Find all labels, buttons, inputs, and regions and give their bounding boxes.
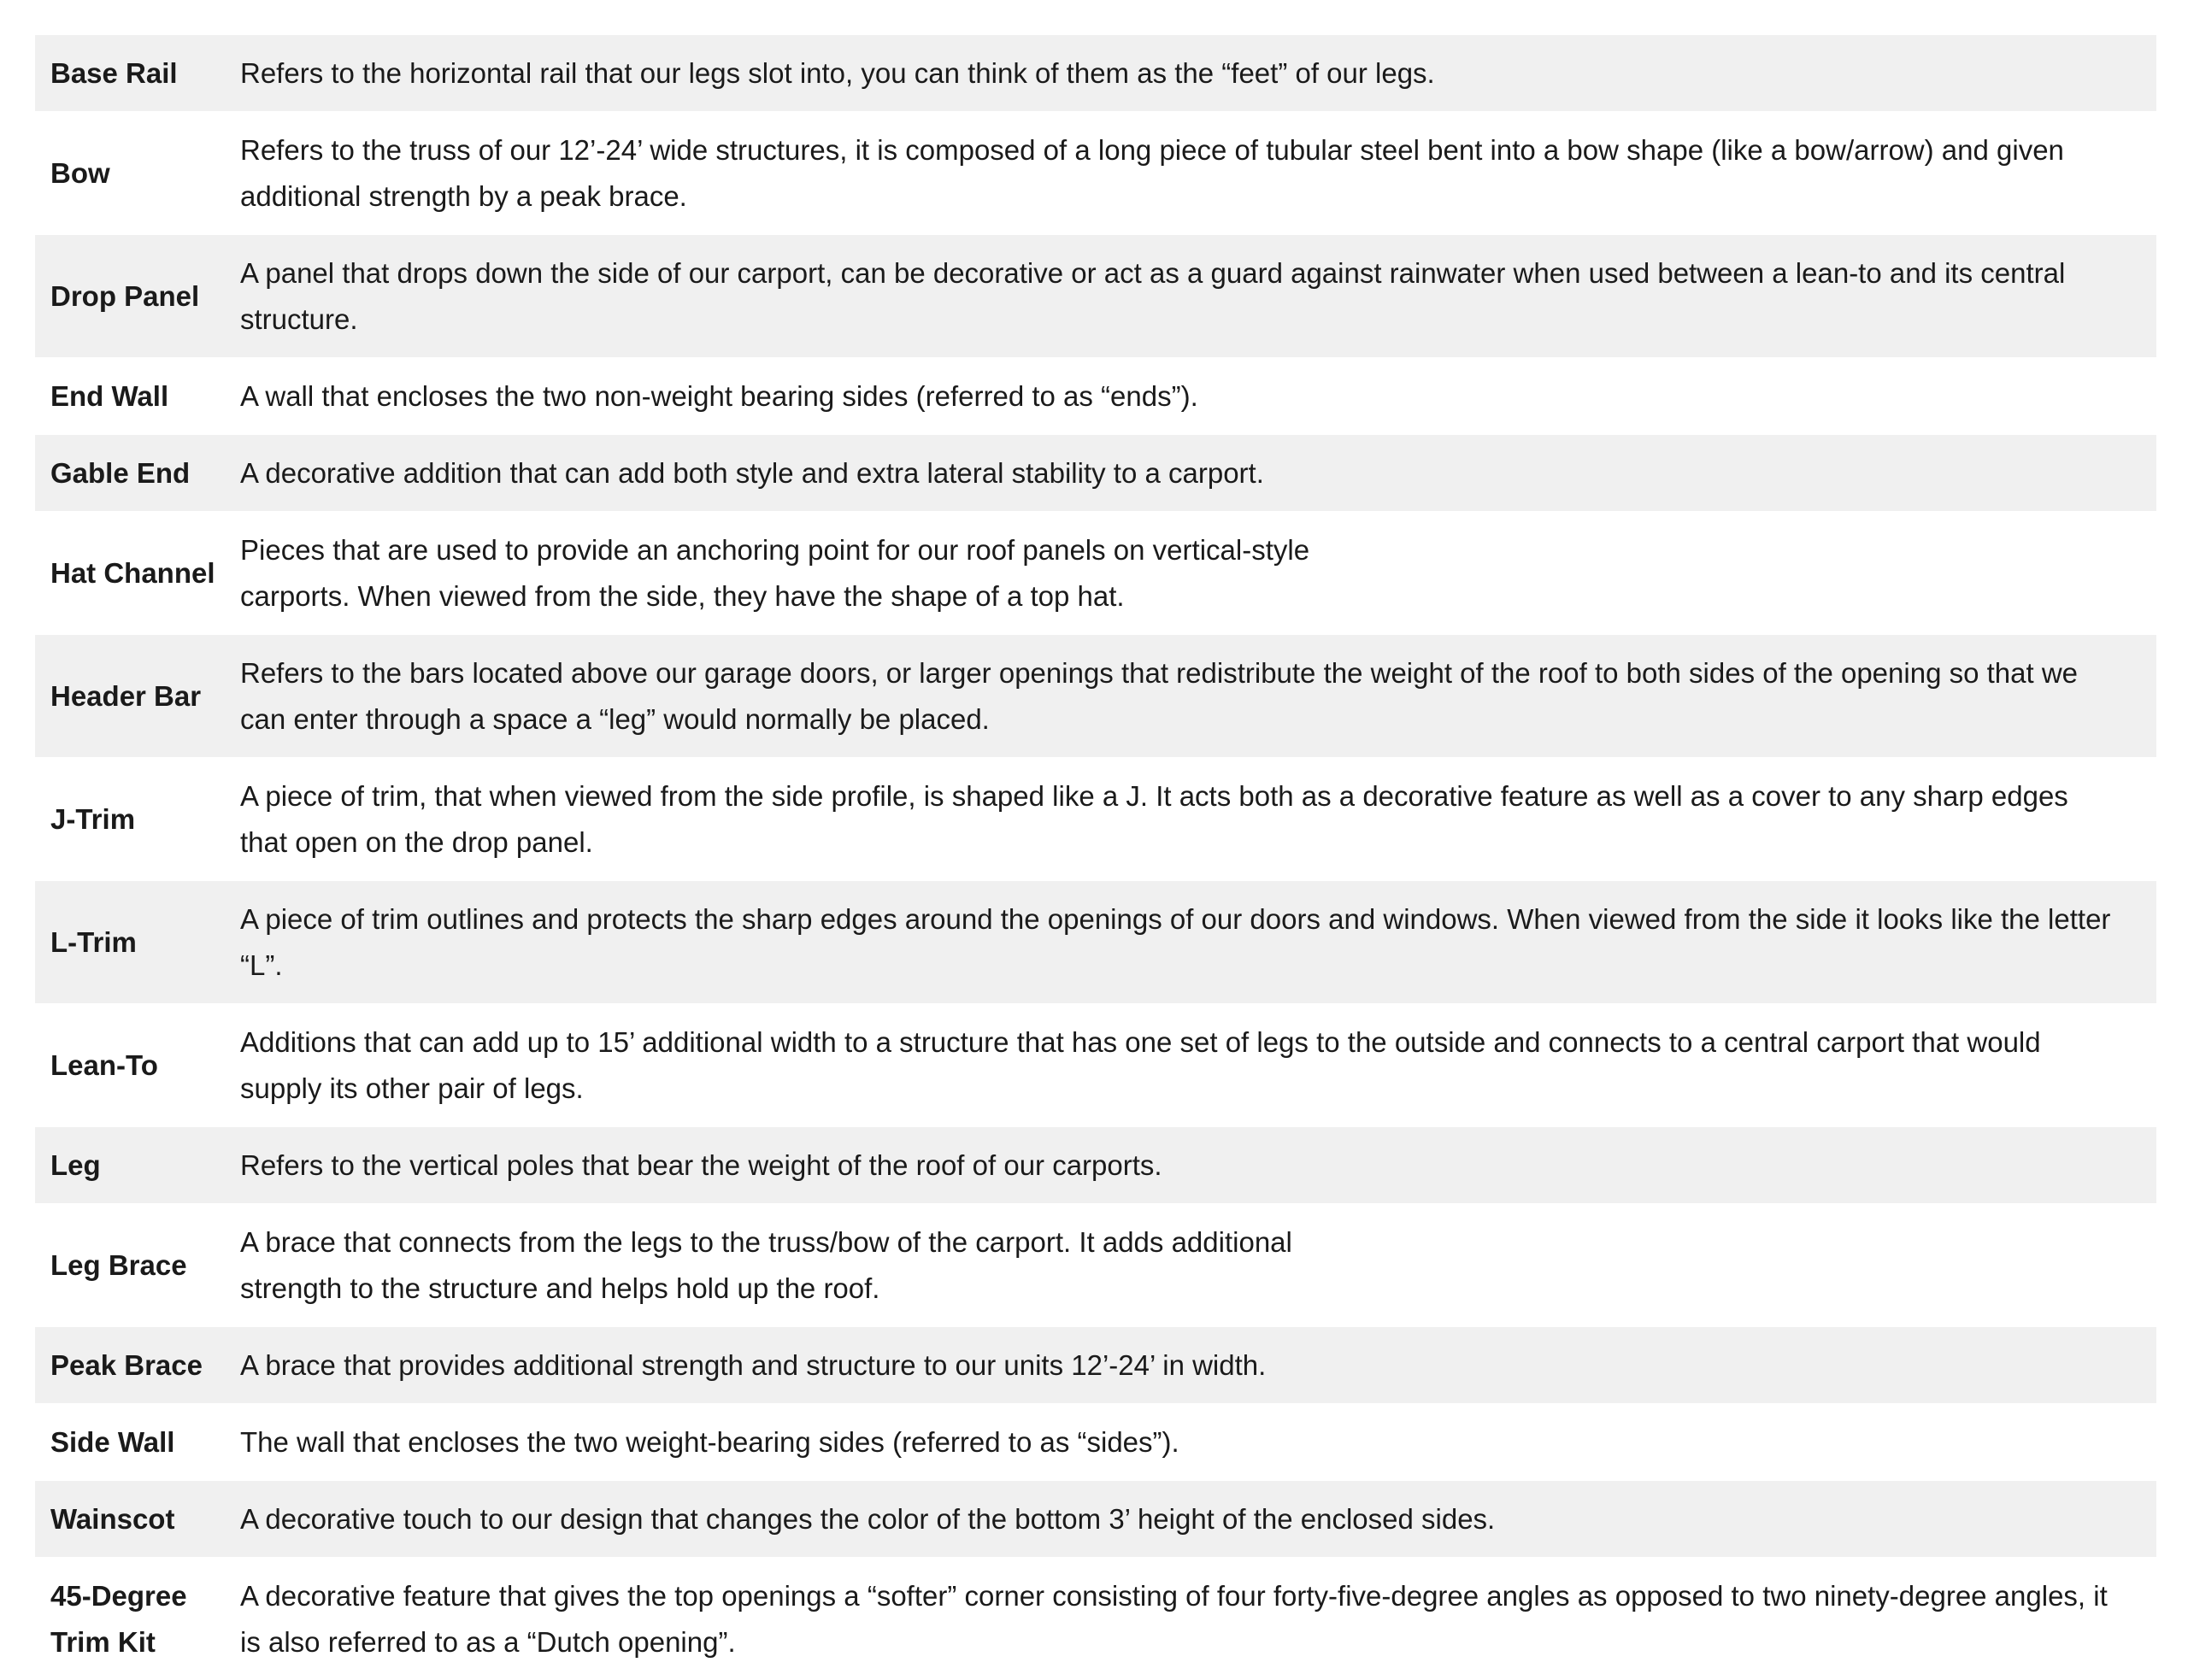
- definition-cell: [240, 1419, 2156, 1466]
- term-cell: Base Rail: [50, 56, 178, 89]
- definition-line: Refers to the horizontal rail that our legs slot into, you can think of them as the “feet” of our legs.: [240, 56, 1435, 89]
- table-row: [35, 511, 2156, 634]
- table-row: [35, 1403, 2156, 1480]
- table-row: [35, 1126, 2156, 1203]
- term-cell: Hat Channel: [50, 556, 215, 589]
- table-row: [35, 1480, 2156, 1557]
- table-row: [35, 1557, 2156, 1680]
- definition-cell: [240, 1019, 2156, 1112]
- definition-line: Pieces that are used to provide an anchoring point for our roof panels on vertical-style: [240, 533, 1310, 566]
- definition-cell: [240, 1219, 2156, 1312]
- term-cell: Lean-To: [50, 1049, 158, 1081]
- table-row: [35, 1003, 2156, 1126]
- table-row: [35, 1203, 2156, 1326]
- term-cell: Bow: [50, 156, 110, 189]
- definition-line: A decorative touch to our design that changes the color of the bottom 3’ height of the enclosed sides.: [240, 1502, 1496, 1535]
- definition-line: Additions that can add up to 15’ additional width to a structure that has one set of legs to the outside and connects to a central carport that would: [240, 1025, 2041, 1058]
- definition-cell: [240, 373, 2156, 420]
- term-cell: Peak Brace: [50, 1348, 203, 1381]
- definition-line: A brace that provides additional strength and structure to our units 12’-24’ in width.: [240, 1348, 1267, 1381]
- definition-line: A wall that encloses the two non-weight bearing sides (referred to as “ends”).: [240, 379, 1198, 412]
- definition-line: supply its other pair of legs.: [240, 1072, 584, 1104]
- definition-cell: [240, 1342, 2156, 1389]
- definition-line: additional strength by a peak brace.: [240, 179, 687, 212]
- table-row: [35, 34, 2156, 111]
- definition-line: Refers to the vertical poles that bear the weight of the roof of our carports.: [240, 1148, 1162, 1181]
- table-row: [35, 634, 2156, 757]
- definition-line: can enter through a space a “leg” would normally be placed.: [240, 702, 990, 735]
- definition-cell: [240, 527, 2156, 620]
- definition-cell: [240, 896, 2156, 989]
- definition-line: A decorative addition that can add both style and extra lateral stability to a carport.: [240, 456, 1264, 489]
- table-row: [35, 434, 2156, 511]
- definition-line: Refers to the truss of our 12’-24’ wide structures, it is composed of a long piece of tubular steel bent into a bow shape (like a bow/arrow) and given: [240, 133, 2064, 166]
- table-row: [35, 357, 2156, 434]
- term-cell: End Wall: [50, 379, 169, 412]
- table-row: [35, 880, 2156, 1003]
- definition-cell: [240, 650, 2156, 743]
- term-cell: Wainscot: [50, 1502, 175, 1535]
- definition-line: A panel that drops down the side of our carport, can be decorative or act as a guard against rainwater when used between a lean-to and its central: [240, 256, 2066, 289]
- definition-cell: [240, 1143, 2156, 1189]
- definition-line: The wall that encloses the two weight-bearing sides (referred to as “sides”).: [240, 1425, 1179, 1458]
- term-cell: 45-Degree Trim Kit: [50, 1579, 187, 1658]
- term-cell: Header Bar: [50, 679, 202, 712]
- definition-cell: [240, 127, 2156, 220]
- definition-line: carports. When viewed from the side, they have the shape of a top hat.: [240, 579, 1125, 612]
- definition-cell: [240, 450, 2156, 496]
- term-cell: Gable End: [50, 456, 191, 489]
- definition-cell: [240, 1573, 2156, 1665]
- definition-line: strength to the structure and helps hold up the roof.: [240, 1272, 880, 1304]
- term-cell: L-Trim: [50, 925, 137, 958]
- definition-cell: [240, 773, 2156, 866]
- term-cell: J-Trim: [50, 802, 136, 835]
- definition-line: structure.: [240, 303, 358, 335]
- term-cell: Side Wall: [50, 1425, 175, 1458]
- definition-line: “L”.: [240, 949, 283, 981]
- glossary-table: [35, 34, 2156, 1680]
- table-row: [35, 111, 2156, 234]
- term-cell: Drop Panel: [50, 279, 200, 312]
- definition-line: A brace that connects from the legs to the truss/bow of the carport. It adds additional: [240, 1225, 1292, 1258]
- definition-line: is also referred to as a “Dutch opening”.: [240, 1625, 736, 1658]
- term-cell: Leg Brace: [50, 1248, 187, 1281]
- definition-cell: [240, 250, 2156, 343]
- table-row: [35, 1326, 2156, 1403]
- table-row: [35, 757, 2156, 880]
- definition-cell: [240, 1496, 2156, 1542]
- term-cell: Leg: [50, 1148, 101, 1181]
- definition-line: A piece of trim, that when viewed from the side profile, is shaped like a J. It acts both as a decorative feature as well as a cover to any sharp edges: [240, 779, 2068, 812]
- definition-line: A decorative feature that gives the top openings a “softer” corner consisting of four forty-five-degree angles as opposed to two ninety-degree angles, it: [240, 1579, 2108, 1612]
- definition-line: Refers to the bars located above our garage doors, or larger openings that redistribute the weight of the roof to both sides of the opening so that we: [240, 656, 2079, 689]
- table-row: [35, 234, 2156, 357]
- definition-line: that open on the drop panel.: [240, 825, 593, 858]
- definition-cell: [240, 50, 2156, 97]
- definition-line: A piece of trim outlines and protects the sharp edges around the openings of our doors and windows. When viewed from the side it looks like the letter: [240, 902, 2111, 935]
